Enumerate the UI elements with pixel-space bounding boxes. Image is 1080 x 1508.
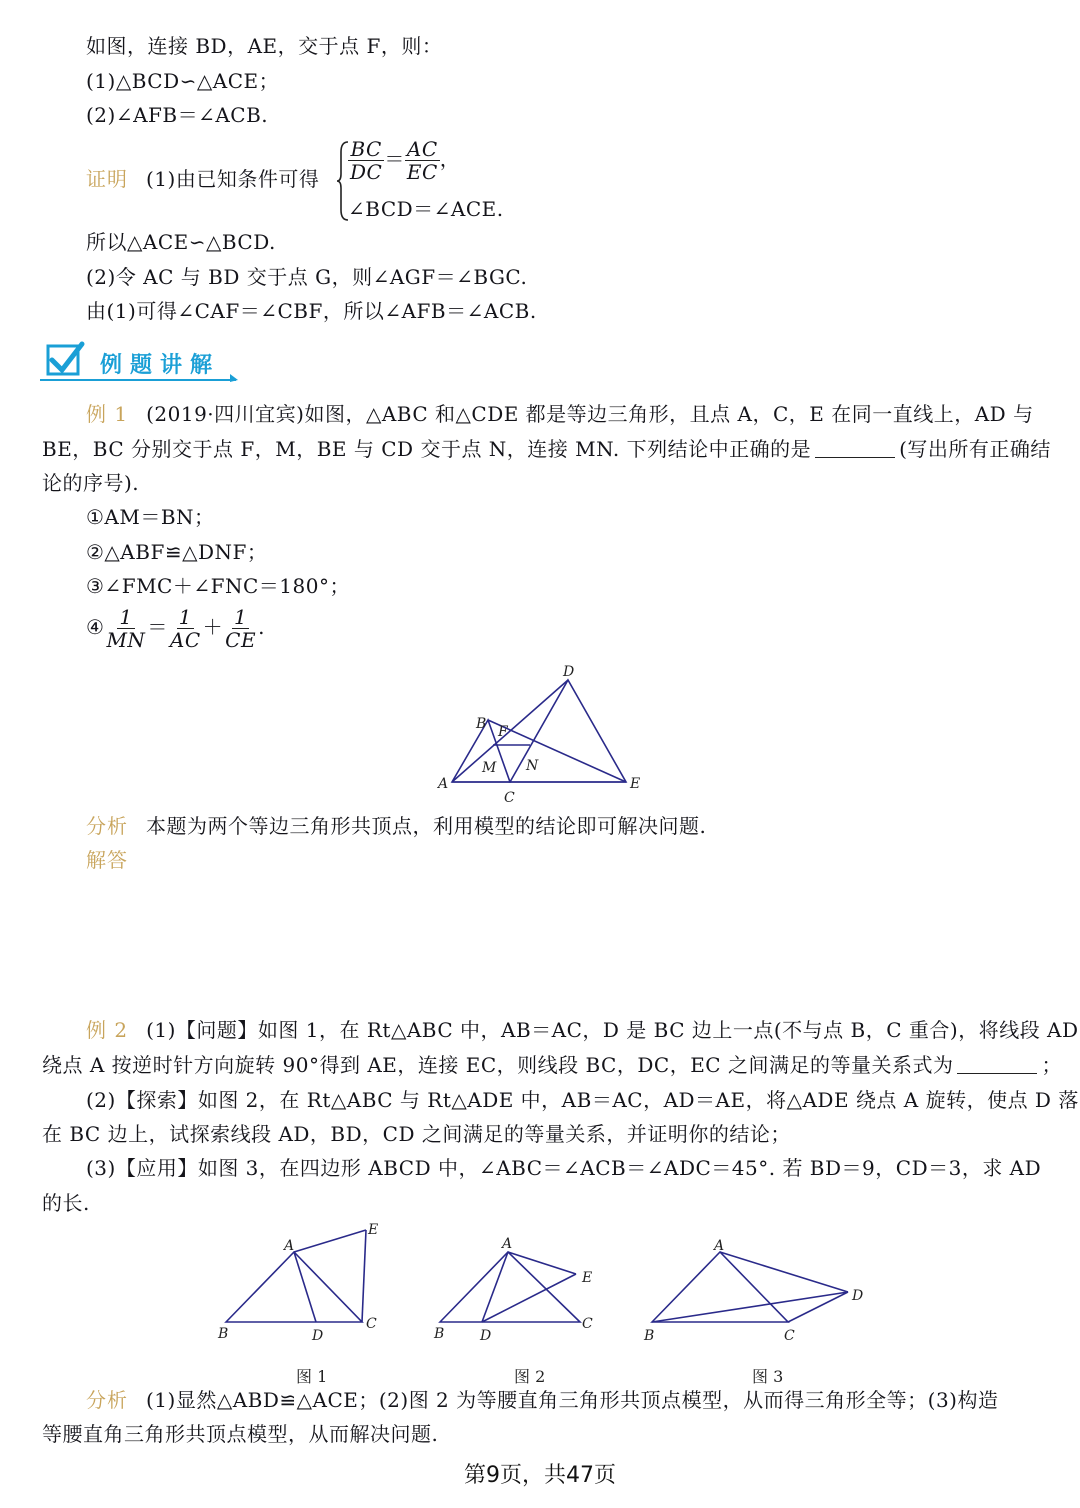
proof-cond-2: ∠BCD＝∠ACE. [348, 197, 504, 221]
ex1-text-2a: BE，BC 分别交于点 F，M，BE 与 CD 交于点 N，连接 MN. 下列结论中正确的是 [42, 437, 812, 461]
ex2-label: 例 2 [86, 1018, 129, 1042]
ex1-analysis-text: 本题为两个等边三角形共顶点，利用模型的结论即可解决问题. [146, 814, 707, 838]
page-footer: 第9页，共47页 [464, 1463, 616, 1488]
segment-ad [452, 680, 568, 782]
ex2-answer-blank[interactable] [957, 1053, 1037, 1074]
f1-a: A [284, 1238, 295, 1254]
proof-so: 所以△ACE∽△BCD. [86, 230, 276, 254]
ex1-text-1: (2019·四川宜宾)如图，△ABC 和△CDE 都是等边三角形，且点 A，C，E 在同一直线上，AD 与 [146, 402, 1034, 426]
answer-blank[interactable] [815, 437, 895, 458]
frac2-den: EC [406, 160, 438, 184]
ex2-line-2 [42, 1051, 1062, 1079]
o4-f2-num: 1 [178, 605, 192, 629]
figure-ex2 [210, 1222, 870, 1352]
proof-intro-row [86, 165, 319, 193]
ex1-option-4 [86, 606, 265, 651]
ex2-analysis-label: 分析 [86, 1388, 128, 1412]
section-title: 例题讲解 [100, 353, 221, 378]
o4-eq: ＝ [147, 615, 168, 639]
frac1-den: DC [350, 160, 383, 184]
caption-fig-2: 图 2 [514, 1367, 546, 1386]
label-e: E [630, 776, 641, 792]
label-d: D [563, 664, 575, 680]
ex1-line-1 [86, 400, 1034, 428]
proof-cond-1 [348, 138, 460, 183]
f2-d: D [480, 1328, 492, 1344]
ex1-analysis [86, 812, 706, 840]
top-line-2: (1)△BCD∽△ACE； [86, 69, 280, 93]
ex2-line-4: 在 BC 边上，试探索线段 AD，BD，CD 之间满足的等量关系，并证明你的结论； [42, 1122, 791, 1146]
o4-f3-num: 1 [234, 605, 248, 629]
o4-f1-den: MN [106, 628, 146, 652]
caption-fig-3: 图 3 [752, 1367, 784, 1386]
ex1-answer-label: 解答 [86, 848, 128, 872]
ex2-analysis-2: 等腰直角三角形共顶点模型，从而解决问题. [42, 1422, 439, 1446]
f3-a: A [714, 1238, 725, 1254]
top-line-1: 如图，连接 BD，AE，交于点 F，则： [86, 34, 443, 58]
fig2-2-triangle [440, 1252, 580, 1322]
f3-c: C [784, 1328, 795, 1344]
ex2-line-1 [86, 1016, 1079, 1044]
ex1-text-2b: (写出所有正确结 [899, 437, 1051, 461]
o4-f2-den: AC [169, 628, 201, 652]
f2-e: E [582, 1270, 593, 1286]
o4-prefix: ④ [86, 615, 105, 639]
label-f: F [498, 724, 508, 740]
f2-b: B [434, 1326, 445, 1342]
ex1-option-1: ①AM＝BN； [86, 505, 215, 529]
ex2-line-3: (2)【探索】如图 2，在 Rt△ABC 与 Rt△ADE 中，AB＝AC，AD＝AE，将△ADE 绕点 A 旋转，使点 D 落 [86, 1088, 1079, 1112]
fig2-1-triangle [226, 1252, 362, 1322]
f1-e: E [368, 1222, 379, 1238]
label-c: C [504, 790, 515, 806]
o4-end: . [258, 615, 265, 639]
f1-b: B [218, 1326, 229, 1342]
ex2-line-5: (3)【应用】如图 3，在四边形 ABCD 中，∠ABC＝∠ACB＝∠ADC＝45°. 若 BD＝9，CD＝3，求 AD [86, 1156, 1042, 1180]
label-b: B [476, 716, 487, 732]
ex2-line-6: 的长. [42, 1191, 90, 1215]
section-header [40, 340, 240, 384]
top-line-3: (2)∠AFB＝∠ACB. [86, 103, 269, 127]
ex2-analysis-text-1: (1)显然△ABD≌△ACE；(2)图 2 为等腰直角三角形共顶点模型，从而得三角形全等；(3)构造 [146, 1388, 999, 1412]
f2-c: C [582, 1316, 593, 1332]
f3-b: B [644, 1328, 655, 1344]
label-n: N [526, 758, 539, 774]
label-m: M [482, 760, 497, 776]
proof-part2: (2)令 AC 与 BD 交于点 G，则∠AGF＝∠BGC. [86, 265, 528, 289]
ex2-text-2b: ； [1041, 1053, 1062, 1077]
ex1-answer [86, 846, 146, 874]
figure-ex1 [430, 660, 660, 810]
proof-part3: 由(1)可得∠CAF＝∠CBF，所以∠AFB＝∠ACB. [86, 299, 537, 323]
f1-d: D [312, 1328, 324, 1344]
ex1-option-2: ②△ABF≌△DNF； [86, 540, 268, 564]
ex1-analysis-label: 分析 [86, 814, 128, 838]
f2-a: A [502, 1236, 513, 1252]
proof-label: 证明 [86, 167, 128, 191]
f1-c: C [366, 1316, 377, 1332]
caption-fig-1: 图 1 [296, 1367, 328, 1386]
ex1-line-2 [42, 435, 1051, 463]
o4-f1-num: 1 [119, 605, 133, 629]
ex2-text-2a: 绕点 A 按逆时针方向旋转 90°得到 AE，连接 EC，则线段 BC，DC，EC 之间满足的等量关系式为 [42, 1053, 954, 1077]
frac2-num: AC [406, 137, 438, 161]
ex2-text-1: (1)【问题】如图 1，在 Rt△ABC 中，AB＝AC，D 是 BC 边上一点(不与点 B，C 重合)，将线段 AD [146, 1018, 1079, 1042]
f3-d: D [852, 1288, 864, 1304]
ex1-option-3: ③∠FMC＋∠FNC＝180°； [86, 574, 350, 598]
ex1-label: 例 1 [86, 402, 129, 426]
eq-sign: ＝ [384, 147, 405, 171]
o4-f3-den: CE [225, 628, 257, 652]
frac1-num: BC [350, 137, 382, 161]
comma: ， [439, 147, 461, 171]
ex1-line-3: 论的序号). [42, 471, 140, 495]
proof-intro: (1)由已知条件可得 [146, 167, 320, 191]
segment-be [488, 720, 626, 782]
ex2-analysis-1 [86, 1386, 998, 1414]
label-a: A [438, 776, 449, 792]
o4-plus: ＋ [202, 615, 224, 639]
